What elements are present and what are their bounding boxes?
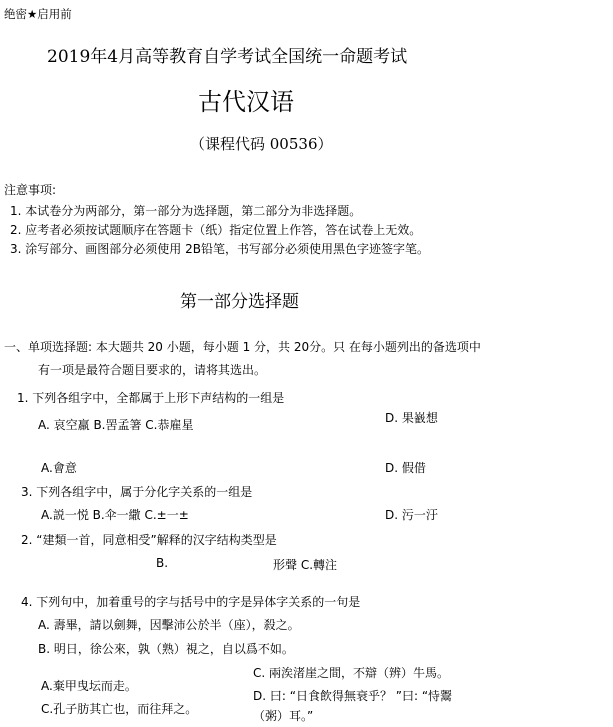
question-2-options-bc: 形聲 C.轉注 <box>273 558 338 572</box>
question-2-option-d: D. 假借 <box>385 461 426 475</box>
confidential-label: 绝密★启用前 <box>4 7 72 21</box>
question-3-options-abc: A.説一悦 B.伞一繖 C.±一± <box>41 508 189 522</box>
question-4-option-b: B. 明日，徐公來，孰（熟）視之，自以爲不如。 <box>38 642 294 656</box>
question-4-stem: 4. 下列句中，加着重号的字与括号中的字是异体字关系的一句是 <box>21 595 361 609</box>
question-1-stem: 1. 下列各组字中，全都属于上形下声结构的一组是 <box>17 391 285 405</box>
question-4-option-a: A. 壽畢，請以劍舞，因擊沛公於半（座），殺之。 <box>38 618 300 632</box>
note-item-3: 3. 涂写部分、画图部分必须使用 2B铅笔，书写部分必须使用黑色字迹签字笔。 <box>10 242 429 256</box>
section-instruction-line1: 一、单项选择题: 本大题共 20 小题，每小题 1 分，共 20分。只 在每小题列出的备选项中 <box>4 340 481 354</box>
question-2-option-b-label: B. <box>156 556 169 570</box>
part1-title: 第一部分选择题 <box>180 292 299 312</box>
question-2-stem: 2. “建類一首，同意相受”解释的汉字结构类型是 <box>21 533 277 547</box>
question-1-options-abc: A. 哀空羸 B.罟孟箸 C.恭雇星 <box>38 418 194 432</box>
question-2-option-a: A.會意 <box>41 461 77 475</box>
question-5-option-d: D. 曰: “日食飲得無衰乎？ ”曰: “恃鬻 <box>253 689 453 703</box>
subject-title: 古代汉语 <box>198 88 294 116</box>
question-3-stem: 3. 下列各组字中，属于分化字关系的一组是 <box>21 485 253 499</box>
question-4-option-c: C. 兩涘渚崖之間，不辯（辨）牛馬。 <box>253 666 450 680</box>
notes-heading: 注意事项: <box>4 183 57 197</box>
question-3-option-d: D. 污一汙 <box>385 508 438 522</box>
note-item-2: 2. 应考者必须按试题顺序在答题卡（纸）指定位置上作答，答在试卷上无效。 <box>10 223 422 237</box>
question-1-option-d: D. 果巀想 <box>385 411 438 425</box>
course-code: （课程代码 00536） <box>190 135 333 153</box>
question-5-option-d-continued: （粥）耳。” <box>253 709 314 723</box>
exam-title: 2019年4月高等教育自学考试全国统一命题考试 <box>47 47 408 67</box>
question-5-option-a: A.棄甲曳坛而走。 <box>41 679 137 693</box>
question-5-option-c: C.孔子肪其亡也，而往拜之。 <box>41 702 198 716</box>
section-instruction-line2: 有一项是最符合题目要求的，请将其选出。 <box>38 363 267 377</box>
note-item-1: 1. 本试卷分为两部分，第一部分为选择题，第二部分为非选择题。 <box>10 204 362 218</box>
